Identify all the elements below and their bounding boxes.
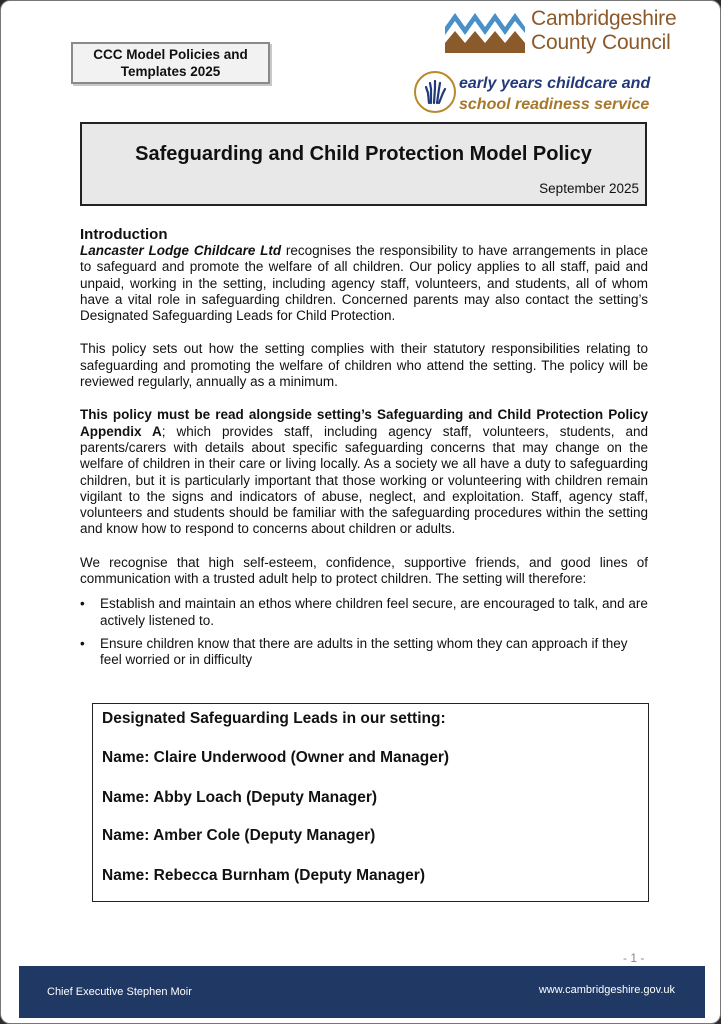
commitments-list <box>80 596 648 668</box>
footer-website-link[interactable]: www.cambridgeshire.gov.uk <box>538 984 675 996</box>
page-number: - 1 - <box>623 951 645 965</box>
designated-leads-box <box>92 703 649 902</box>
document-date: September 2025 <box>539 181 639 196</box>
title-box <box>80 122 647 206</box>
lead-name: Name: Rebecca Burnham (Deputy Manager) <box>102 867 425 884</box>
list-item-text: Ensure children know that there are adults in the setting whom they can approach if they feel worried or in difficulty <box>100 635 628 668</box>
model-policies-line-2: Templates 2025 <box>120 64 221 79</box>
introduction-section <box>80 226 648 676</box>
designated-leads-heading: Designated Safeguarding Leads in our setting: <box>102 710 446 727</box>
cambridgeshire-logo <box>445 7 685 59</box>
early-years-line-2: school readiness service <box>459 96 650 113</box>
council-name <box>531 7 676 55</box>
document-title: Safeguarding and Child Protection Model Policy <box>135 143 592 165</box>
council-logo-icon <box>445 9 527 53</box>
lead-name: Name: Claire Underwood (Owner and Manager) <box>102 749 450 766</box>
intro-paragraph-1 <box>80 243 648 324</box>
council-name-line-2: County Council <box>531 31 671 54</box>
list-item <box>80 636 648 669</box>
intro-paragraph-3 <box>80 407 648 537</box>
model-policies-line-1: CCC Model Policies and <box>93 47 248 62</box>
bullet-icon: • <box>80 635 85 651</box>
appendix-notice: This policy must be read alongside setting’s Safeguarding and Child Protection Policy Appendix A <box>80 407 648 439</box>
footer-bar <box>19 966 705 1018</box>
setting-name: Lancaster Lodge Childcare Ltd <box>80 243 282 258</box>
intro-paragraph-1-text: recognises the responsibility to have arrangements in place to safeguard and promote the welfare of all children. Our policy applies to all staff, paid and unpaid, working in the setting, including agency staff, volunteers, and students, all of whom have a vital role in safeguarding children. Concerned parents may also contact the setting’s Designated Safeguarding Leads for Child Protection. <box>80 243 648 324</box>
list-item-text: Establish and maintain an ethos where children feel secure, are encouraged to talk, and are actively listened to. <box>100 596 648 628</box>
hand-icon <box>414 71 456 113</box>
intro-paragraph-4: We recognise that high self-esteem, confidence, supportive friends, and good lines of communication with a trusted adult help to protect children. The setting will therefore: <box>80 554 648 587</box>
early-years-logo <box>414 71 659 123</box>
lead-name: Name: Amber Cole (Deputy Manager) <box>102 827 376 844</box>
council-name-line-1: Cambridgeshire <box>531 7 677 30</box>
intro-paragraph-3-text: ; which provides staff, including agency staff, volunteers, students, and parents/carers with details about specific safeguarding concerns that may change on the welfare of children in their care or living locally. As a society we all have a duty to safeguarding children, but it is particularly important that those working or volunteering with children remain vigilant to the signs and indicators of abuse, neglect, and exploitation. Staff, agency staff, volunteers and students should be familiar with the safeguarding procedures within the setting and know how to respond to concerns about children or adults. <box>80 423 648 537</box>
footer-chief-executive: Chief Executive Stephen Moir <box>47 986 192 998</box>
lead-name: Name: Abby Loach (Deputy Manager) <box>102 789 378 806</box>
list-item <box>80 596 648 629</box>
model-policies-label <box>71 42 270 84</box>
intro-paragraph-2: This policy sets out how the setting complies with their statutory responsibilities relating to safeguarding and promoting the welfare of children who attend the setting. The policy will be reviewed regularly, annually as a minimum. <box>80 341 648 390</box>
bullet-icon: • <box>80 596 85 612</box>
introduction-heading: Introduction <box>80 226 168 243</box>
early-years-text <box>459 73 650 115</box>
early-years-line-1: early years childcare and <box>459 75 651 92</box>
